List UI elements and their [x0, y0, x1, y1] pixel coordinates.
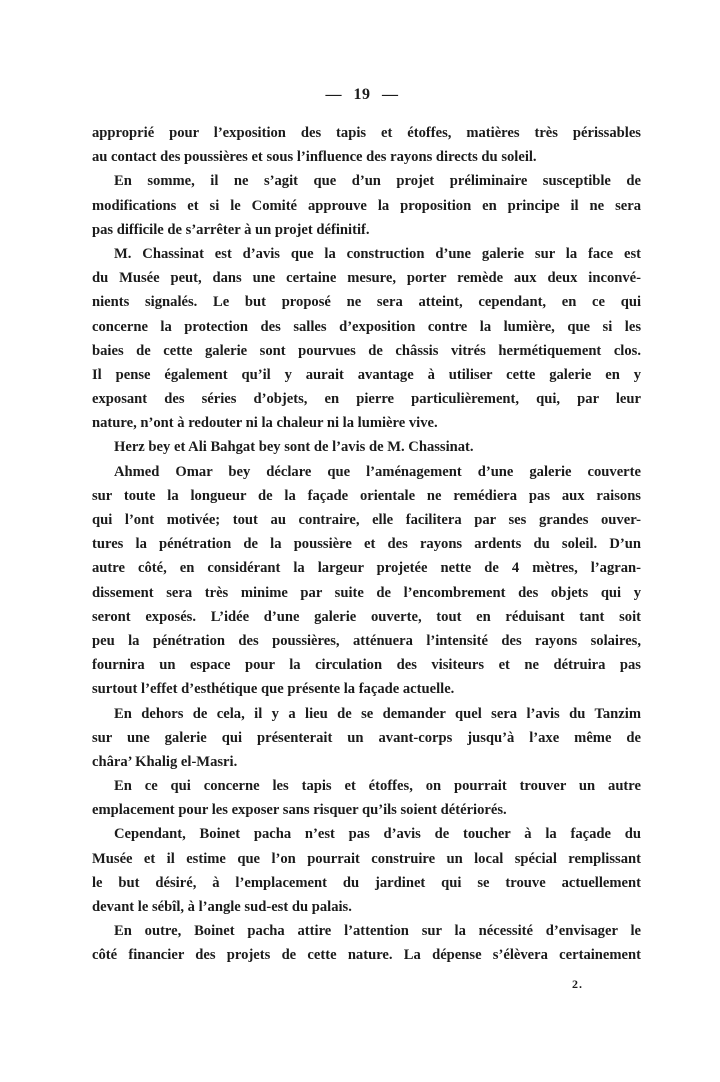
text-line: qui l’ont motivée; tout au contraire, elle facilitera par ses grandes ouver-: [92, 512, 641, 528]
text-line: Musée et il estime que l’on pourrait construire un local spécial remplissant: [92, 850, 641, 867]
text-line: côté financier des projets de cette nature. La dépense s’élèvera certainement: [92, 947, 641, 964]
text-line: châra’ Khalig el-Masri.: [92, 753, 238, 770]
text-line: le but désiré, à l’emplacement du jardinet qui se trouve actuellement: [92, 874, 641, 891]
text-line: emplacement pour les exposer sans risquer qu’ils soient détériorés.: [92, 802, 507, 819]
text-line: dissement sera très minime par suite de l’encombrement des objets qui y: [92, 584, 641, 601]
text-line: surtout l’effet d’esthétique que présente la façade actuelle.: [92, 681, 455, 698]
text-line: En ce qui concerne les tapis et étoffes, on pourrait trouver un autre: [114, 778, 641, 795]
text-line: sur une galerie qui présenterait un avant-corps jusqu’à l’axe même de: [92, 729, 641, 746]
text-line: approprié pour l’exposition des tapis et étoffes, matières très périssables: [92, 125, 641, 141]
text-line: En somme, il ne s’agit que d’un projet préliminaire susceptible de: [114, 173, 641, 190]
text-line: sur toute la longueur de la façade orientale ne remédiera pas aux raisons: [92, 487, 641, 504]
text-line: tures la pénétration de la poussière et des rayons ardents du soleil. D’un: [92, 536, 641, 553]
text-line: pas difficile de s’arrêter à un projet définitif.: [92, 221, 370, 238]
signature-mark: 2.: [572, 977, 583, 991]
text-line: nients signalés. Le but proposé ne sera atteint, cependant, en ce qui: [92, 294, 641, 311]
text-line: concerne la protection des salles d’exposition contre la lumière, que si les: [92, 318, 641, 335]
text-line: fournira un espace pour la circulation des visiteurs et ne détruira pas: [92, 657, 641, 674]
document-body: [92, 121, 641, 968]
text-line: seront exposés. L’idée d’une galerie ouverte, tout en réduisant tant soit: [92, 608, 641, 625]
text-line: Cependant, Boinet pacha n’est pas d’avis de toucher à la façade du: [114, 826, 641, 843]
text-line: autre côté, en considérant la largeur projetée nette de 4 mètres, l’agran-: [92, 560, 641, 577]
text-line: modifications et si le Comité approuve la proposition en principe il ne sera: [92, 197, 641, 214]
text-line: baies de cette galerie sont pourvues de châssis vitrés hermétiquement clos.: [92, 342, 641, 359]
text-line: au contact des poussières et sous l’influence des rayons directs du soleil.: [92, 149, 537, 166]
text-line: devant le sébîl, à l’angle sud-est du palais.: [92, 899, 352, 915]
text-line: En dehors de cela, il y a lieu de se demander quel sera l’avis du Tanzim: [114, 705, 641, 722]
text-line: M. Chassinat est d’avis que la construction d’une galerie sur la face est: [114, 245, 641, 262]
text-line: Il pense également qu’il y aurait avantage à utiliser cette galerie en y: [92, 366, 641, 383]
text-line: Ahmed Omar bey déclare que l’aménagement d’une galerie couverte: [114, 463, 641, 480]
text-line: Herz bey et Ali Bahgat bey sont de l’avis de M. Chassinat.: [114, 439, 474, 456]
text-line: exposant des séries d’objets, en pierre particulièrement, qui, par leur: [92, 391, 641, 408]
text-line: En outre, Boinet pacha attire l’attention sur la nécessité d’envisager le: [114, 923, 641, 940]
text-line: nature, n’ont à redouter ni la chaleur ni la lumière vive.: [92, 415, 438, 432]
page-number-header: — 19 —: [325, 86, 399, 103]
text-line: du Musée peut, dans une certaine mesure, porter remède aux deux inconvé-: [92, 270, 641, 287]
text-line: peu la pénétration des poussières, atténuera l’intensité des rayons solaires,: [92, 632, 641, 649]
